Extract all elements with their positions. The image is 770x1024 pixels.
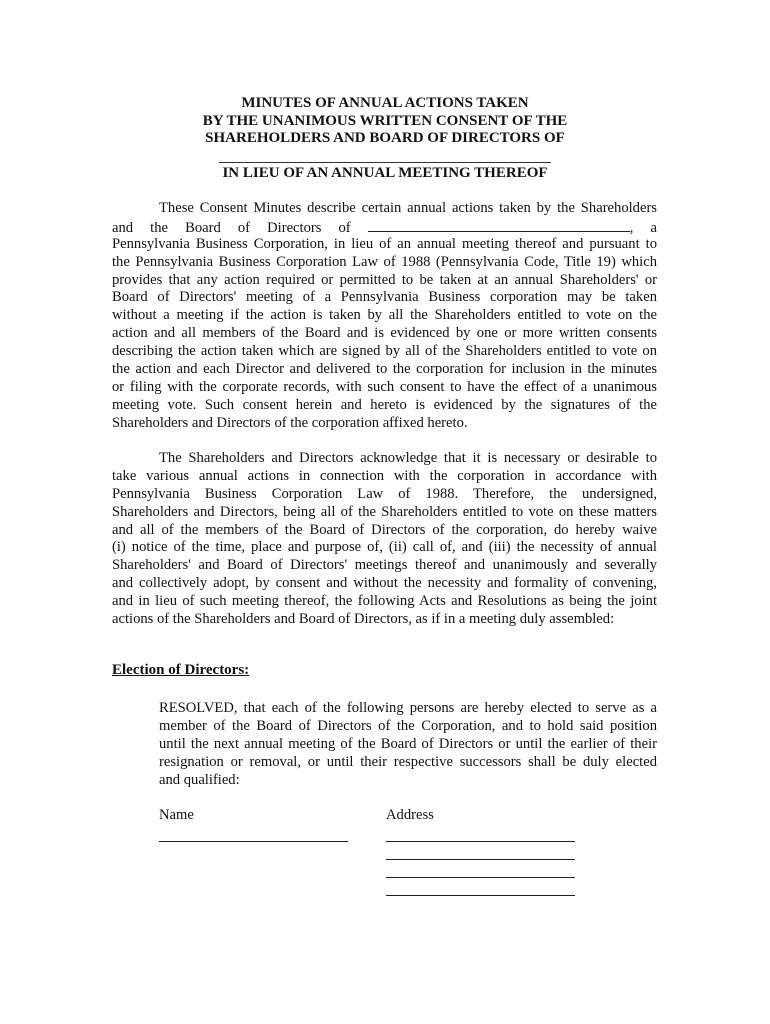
paragraph-line: RESOLVED, that each of the following persons are hereby elected to serve as a xyxy=(159,700,657,716)
director-name-field[interactable] xyxy=(159,841,348,842)
paragraph-line: The Shareholders and Directors acknowledge that it is necessary or desirable to xyxy=(159,450,657,466)
paragraph-line: and in lieu of such meeting thereof, the following Acts and Resolutions as being the joint xyxy=(112,593,657,610)
name-column-label: Name xyxy=(159,807,194,823)
director-address-field-4[interactable] xyxy=(386,895,575,896)
title-line-1: MINUTES OF ANNUAL ACTIONS TAKEN xyxy=(241,95,529,111)
paragraph-line: Board of Directors' meeting of a Pennsylvania Business corporation may be taken xyxy=(112,289,657,306)
paragraph-text: , a xyxy=(629,219,658,236)
resolved-paragraph xyxy=(159,700,657,789)
paragraph-line: Shareholders and Directors of the corporation affixed hereto. xyxy=(112,414,468,431)
director-address-field-3[interactable] xyxy=(386,877,575,878)
paragraph-line: provides that any action required or permitted to be taken at an annual Shareholders' or xyxy=(112,271,657,288)
consent-paragraph xyxy=(112,200,657,433)
title-line-2: BY THE UNANIMOUS WRITTEN CONSENT OF THE xyxy=(202,112,568,129)
paragraph-line: describing the action taken which are signed by all of the Shareholders entitled to vote on xyxy=(112,343,657,360)
election-of-directors-heading: Election of Directors: xyxy=(112,662,250,678)
paragraph-line: or filing with the corporate records, with such consent to have the effect of a unanimous xyxy=(112,378,657,395)
paragraph-line: the action and each Director and delivered to the corporation for inclusion in the minutes xyxy=(112,361,657,378)
paragraph-line: Shareholders' and Board of Directors' meetings thereof and unanimously and severally xyxy=(112,557,657,574)
paragraph-line-with-blank xyxy=(112,218,657,236)
paragraph-line: actions of the Shareholders and Board of Directors, as if in a meeting duly assembled: xyxy=(112,611,615,628)
paragraph-line: resignation or removal, or until their respective successors shall be duly elected xyxy=(159,753,657,770)
paragraph-line: without a meeting if the action is taken by all the Shareholders entitled to vote on the xyxy=(112,307,657,324)
paragraph-line: (i) notice of the time, place and purpose of, (ii) call of, and (iii) the necessity of annual xyxy=(112,539,657,556)
director-address-field-2[interactable] xyxy=(386,859,575,860)
paragraph-line: member of the Board of Directors of the Corporation, and to hold said position xyxy=(159,717,657,734)
paragraph-line: Pennsylvania Business Corporation, in lieu of an annual meeting thereof and pursuant to xyxy=(112,235,657,252)
director-address-field-1[interactable] xyxy=(386,841,575,842)
paragraph-line: Shareholders and Directors, being all of the Shareholders entitled to vote on these matters xyxy=(112,503,657,520)
title-line-3: SHAREHOLDERS AND BOARD OF DIRECTORS OF xyxy=(205,130,565,146)
corporation-name-blank[interactable] xyxy=(219,162,551,163)
paragraph-text: and the Board of Directors of xyxy=(112,219,351,236)
paragraph-line: the Pennsylvania Business Corporation Law of 1988 (Pennsylvania Code, Title 19) which xyxy=(112,253,657,270)
paragraph-line: take various annual actions in connection with the corporation in accordance with xyxy=(112,467,657,484)
address-column-label: Address xyxy=(386,807,434,823)
paragraph-line: meeting vote. Such consent herein and hereto is evidenced by the signatures of the xyxy=(112,396,657,413)
paragraph-line: and qualified: xyxy=(159,771,240,788)
paragraph-line: and collectively adopt, by consent and without the necessity and formality of convening, xyxy=(112,575,657,592)
document-title xyxy=(0,95,770,148)
paragraph-line: Pennsylvania Business Corporation Law of 1988. Therefore, the undersigned, xyxy=(112,485,657,502)
paragraph-line: These Consent Minutes describe certain annual actions taken by the Shareholders xyxy=(159,200,657,216)
paragraph-line: action and all members of the Board and is evidenced by one or more written consents xyxy=(112,325,657,342)
document-subtitle: IN LIEU OF AN ANNUAL MEETING THEREOF xyxy=(222,165,548,181)
acknowledgement-paragraph xyxy=(112,450,657,629)
paragraph-line: and all of the members of the Board of Directors of the corporation, do hereby waive xyxy=(112,521,657,538)
paragraph-line: until the next annual meeting of the Board of Directors or until the earlier of their xyxy=(159,735,657,752)
corporation-name-inline-blank[interactable] xyxy=(368,218,630,232)
